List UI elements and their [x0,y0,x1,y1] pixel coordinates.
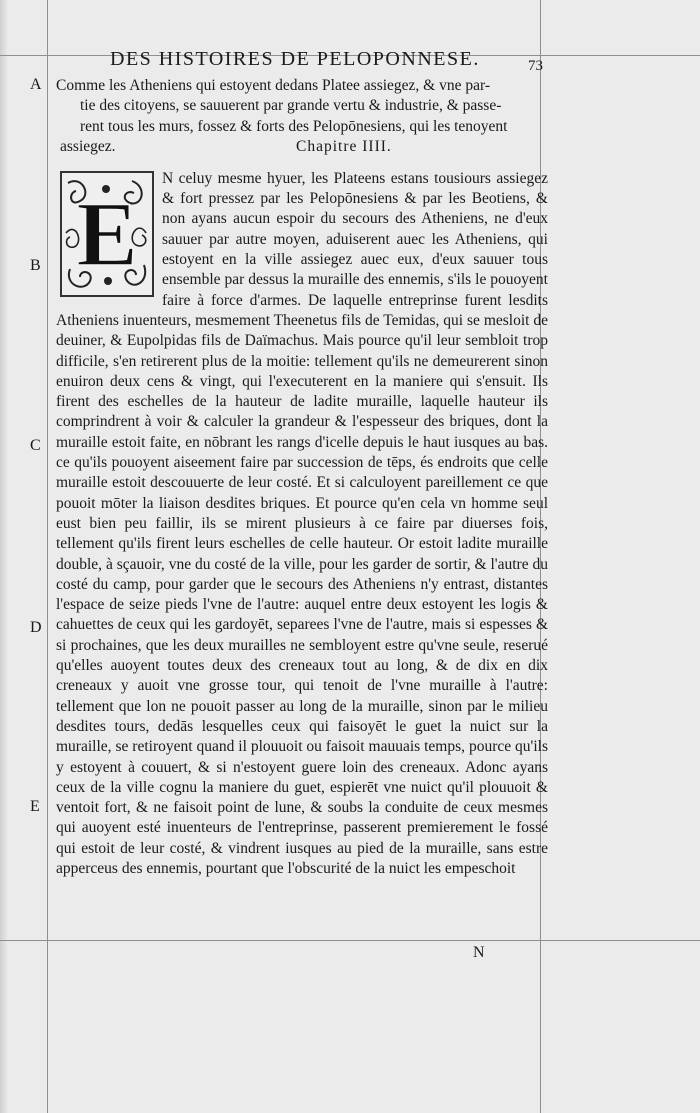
ornament-initial-icon [62,173,152,295]
running-head: DES HISTOIRES DE PELOPONNESE. [110,48,480,70]
margin-letter-d: D [30,619,42,636]
summary-line: Comme les Atheniens qui estoyent dedans Platee assiegez, & vne par- [56,77,491,94]
catchword: N [473,944,485,961]
decorated-initial-e [60,171,154,297]
guide-line-left [47,0,48,1113]
guide-line-bottom [0,940,700,941]
body-text [56,169,548,879]
summary-line-end: assiegez. [60,137,116,155]
body-paragraph: N celuy mesme hyuer, les Plateens estans tousiours assiegez & fort pressez par les Pelopōnesiens & par les Beotiens, & non ayans aucun espoir du secours des Atheniens, ne d'eux sauuer par autre moyen, aduiserent auec les Atheniens, qui estoyent en la ville assiegez auec eux, d'eux sauuer tous ensemble par dessus la muraille des ennemis, s'ils le pouoyent faire à force d'armes. De laquelle entreprinse furent lesdits Atheniens inuenteurs, mesmement Theenetus fils de Temidas, qui se mesloit de deuiner, & Eupolpidas fils de Daïmachus. Mais pource qu'il leur sembloit trop difficile, s'en retirerent plus de la moitie: tellement qu'ils ne demeurerent sinon enuiron deux cens & vingt, qui l'executerent en la maniere qui s'ensuit. Ils firent des eschelles de la hauteur de ladite muraille, laquelle hauteur ils comprindrent à voir & calculer la grandeur & l'espesseur des briques, dont la muraille estoit faite, en nōbrant les rangs d'icelle depuis le haut iusques au bas. ce qu'ils pouoyent aiseement faire par succession de tēps, és endroits que celle muraille estoit descouuerte de leur costé. Et si calculoyent pareillement ce que pouoit mōter la liaison desdites briques. Et pource qu'en cela vn homme seul eust bien peu faillir, ils se mirent plusieurs à ce faire par diuerses fois, tellement qu'ils firent leurs eschelles de celle hauteur. Or estoit ladite muraille double, à sçauoir, vne du costé de la ville, pour les garder de sortir, & l'autre du costé du camp, pour garder que le secours des Atheniens n'y entrast, distantes l'espace de seize pieds l'vne de l'autre: auquel entre deux estoyent les logis & cahuettes de ceux qui les gardoyēt, separees l'vne de l'autre, mais si espesses & si prochaines, que les deux murailles ne sembloyent estre qu'vne seule, reserué qu'elles auoyent toutes deux des creneaux tout au long, & de dix en dix creneaux y auoit vne grosse tour, qui tenoit de l'vne muraille à l'autre: tellement que lon ne pouoit passer au long de la muraille, sinon par le milieu desdites tours, dedās lesquelles ceux qui faisoyēt le guet la nuict sur la muraille, se retiroyent quand il plouuoit ou faisoit mauuais temps, pource qu'ils y estoyent à couuert, & si n'estoyent guere loin des creneaux. Adonc ayans ceux de la ville cognu la maniere du guet, espierēt vne nuict qu'il plouuoit & ventoit fort, & ne faisoit point de lune, & soubs la conduite de ceux mesmes qui auoyent esté inuenteurs de l'entreprinse, passerent premierement le fossé qui estoit de leur costé, & vindrent iusques au pied de la muraille, sans estre apperceus des ennemis, pourtant que l'obscurité de la nuict les empeschoit [56,169,548,877]
gutter-shadow [0,0,8,1113]
chapter-summary [56,76,548,157]
chapter-heading-line [56,137,548,157]
page-number: 73 [528,58,543,74]
summary-line: tie des citoyens, se sauuerent par grande vertu & industrie, & passe- [80,97,502,115]
chapter-heading: Chapitre IIII. [296,137,392,155]
initial-letter: E [76,182,138,285]
text-block [56,76,548,879]
summary-line: rent tous les murs, fossez & forts des Pelopōnesiens, qui les tenoyent [80,117,508,135]
margin-letter-a: A [30,76,42,93]
margin-letter-b: B [30,257,41,274]
margin-letter-c: C [30,437,41,454]
margin-letter-e: E [30,798,40,815]
